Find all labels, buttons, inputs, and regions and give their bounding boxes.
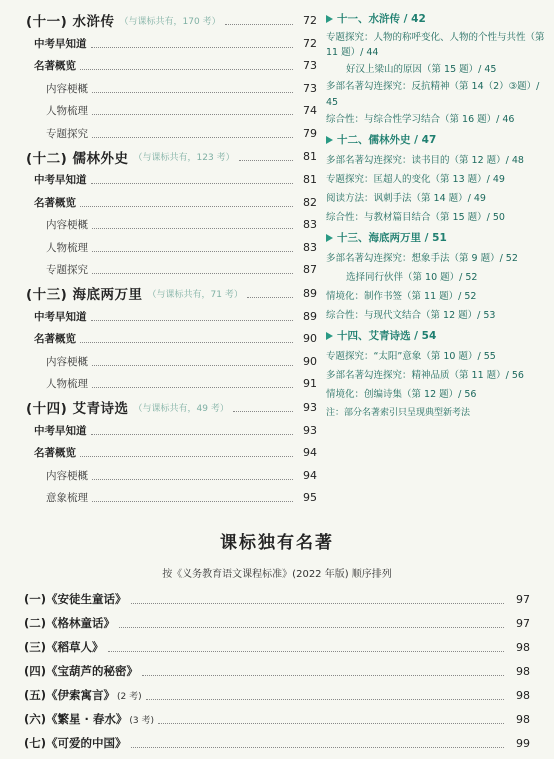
book-toc-row[interactable] bbox=[24, 683, 530, 707]
index-entry[interactable]: 阅读方法：讽刺手法（第 14 题）/ 49 bbox=[326, 192, 486, 204]
toc-entry-label: 名著概览 bbox=[34, 333, 76, 346]
toc-entry-label: (十四) 艾青诗选 bbox=[26, 401, 129, 417]
exam-count-tag: (2 考) bbox=[117, 691, 142, 702]
index-entry[interactable]: 多部名著勾连探究：精神品质（第 11 题）/ 56 bbox=[326, 369, 524, 381]
page-number: 83 bbox=[303, 240, 317, 254]
dot-leader bbox=[233, 411, 293, 412]
toc-chapter-note: （与课标共有，123 考） bbox=[133, 153, 235, 163]
toc-entry-label: (十三) 海底两万里 bbox=[26, 287, 143, 303]
toc-entry-row[interactable] bbox=[26, 464, 317, 487]
page-number: 99 bbox=[516, 736, 530, 750]
page-number: 93 bbox=[303, 400, 317, 414]
toc-entry-label: 中考早知道 bbox=[34, 424, 87, 437]
dot-leader bbox=[92, 114, 293, 115]
toc-entry-label: 内容梗概 bbox=[46, 219, 88, 232]
toc-entry-row[interactable] bbox=[26, 100, 317, 123]
page-number: 81 bbox=[303, 173, 317, 187]
toc-entry-label: 内容梗概 bbox=[46, 82, 88, 95]
toc-entry-row[interactable] bbox=[26, 487, 317, 510]
toc-entry-row[interactable] bbox=[26, 442, 317, 465]
dot-leader bbox=[146, 699, 504, 700]
index-entry[interactable]: 专题探究：“太阳”意象（第 10 题）/ 55 bbox=[326, 350, 496, 362]
index-chapter-text: 十一、水浒传 / 42 bbox=[337, 12, 426, 25]
toc-entry-label: 名著概览 bbox=[34, 447, 76, 460]
dot-leader bbox=[247, 297, 293, 298]
book-title: (四)《宝葫芦的秘密》 bbox=[24, 664, 139, 678]
exam-count-tag: (3 考) bbox=[129, 715, 155, 726]
page-number: 93 bbox=[303, 423, 317, 437]
index-entry[interactable]: 综合性：与综合性学习结合（第 16 题）/ 46 bbox=[326, 113, 515, 125]
toc-entry-row[interactable] bbox=[26, 169, 317, 192]
dot-leader bbox=[80, 342, 293, 343]
toc-chapter-note: （与课标共有，49 考） bbox=[133, 403, 229, 414]
toc-chapter-note: （与课标共有，71 考） bbox=[147, 289, 243, 300]
toc-chapter-note: （与课标共有，170 考） bbox=[119, 16, 221, 27]
toc-entry-label: 中考早知道 bbox=[34, 310, 87, 323]
dot-leader bbox=[131, 603, 504, 604]
index-entry[interactable]: 综合性：与现代文结合（第 12 题）/ 53 bbox=[326, 309, 496, 321]
dot-leader bbox=[92, 387, 293, 388]
page-number: 87 bbox=[303, 263, 317, 277]
page-number: 72 bbox=[303, 36, 317, 50]
toc-entry-label: 名著概览 bbox=[34, 60, 76, 73]
toc-entry-row[interactable] bbox=[26, 328, 317, 351]
index-chapter-text: 十三、海底两万里 / 51 bbox=[337, 231, 447, 244]
toc-chapter-row[interactable] bbox=[26, 8, 317, 32]
dot-leader bbox=[92, 501, 293, 502]
dot-leader bbox=[158, 723, 504, 724]
toc-entry-row[interactable] bbox=[26, 259, 317, 282]
index-entry[interactable]: 专题探究：人物的称呼变化、人物的个性与共性（第 11 题）/ 44 bbox=[326, 32, 545, 59]
index-footnote: 注：部分名著索引只呈现典型新考法 bbox=[326, 407, 471, 418]
index-entry[interactable]: 情境化：制作书签（第 11 题）/ 52 bbox=[326, 290, 477, 302]
page-number: 95 bbox=[303, 491, 317, 505]
page-number: 98 bbox=[516, 688, 530, 702]
book-toc-row[interactable] bbox=[24, 659, 530, 683]
page-number: 82 bbox=[303, 195, 317, 209]
book-title: (一)《安徒生童话》 bbox=[24, 592, 127, 606]
triangle-marker-icon bbox=[326, 136, 333, 144]
index-chapter-heading bbox=[326, 325, 546, 347]
toc-entry-row[interactable] bbox=[26, 373, 317, 396]
dot-leader bbox=[92, 479, 293, 480]
page-number: 83 bbox=[303, 218, 317, 232]
index-chapter-heading bbox=[326, 8, 546, 30]
page-number: 94 bbox=[303, 446, 317, 460]
page-number: 90 bbox=[303, 332, 317, 346]
toc-entry-label: 专题探究 bbox=[46, 264, 88, 277]
dot-leader bbox=[142, 675, 504, 676]
book-title: (七)《可爱的中国》 bbox=[24, 736, 127, 750]
page-number: 74 bbox=[303, 104, 317, 118]
toc-entry-row[interactable] bbox=[26, 214, 317, 237]
book-title: (六)《繁星 · 春水》 bbox=[24, 712, 128, 726]
toc-entry-row[interactable] bbox=[26, 305, 317, 328]
toc-entry-label: 人物梳理 bbox=[46, 105, 88, 118]
index-entry[interactable]: 多部名著勾连探究：读书目的（第 12 题）/ 48 bbox=[326, 154, 524, 166]
toc-entry-row[interactable] bbox=[26, 191, 317, 214]
page-number: 97 bbox=[516, 592, 530, 606]
page-number: 73 bbox=[303, 59, 317, 73]
index-chapter-heading bbox=[326, 129, 546, 151]
page-number: 98 bbox=[516, 664, 530, 678]
book-title: (二)《格林童话》 bbox=[24, 616, 116, 630]
page-number: 91 bbox=[303, 377, 317, 391]
dot-leader bbox=[225, 24, 293, 25]
dot-leader bbox=[92, 365, 293, 366]
dot-leader bbox=[80, 69, 293, 70]
toc-entry-label: 人物梳理 bbox=[46, 241, 88, 254]
page-number: 94 bbox=[303, 468, 317, 482]
dot-leader bbox=[92, 251, 293, 252]
index-entry[interactable]: 选择同行伙伴（第 10 题）/ 52 bbox=[346, 271, 478, 283]
toc-entry-label: 内容梗概 bbox=[46, 355, 88, 368]
toc-entry-label: (十一) 水浒传 bbox=[26, 14, 115, 30]
toc-left-column bbox=[26, 8, 317, 509]
page-number: 90 bbox=[303, 354, 317, 368]
book-toc-row[interactable] bbox=[24, 731, 530, 755]
toc-chapter-row[interactable] bbox=[26, 145, 317, 169]
book-toc-row[interactable] bbox=[24, 611, 530, 635]
dot-leader bbox=[108, 651, 504, 652]
index-chapter-heading bbox=[326, 227, 546, 249]
dot-leader bbox=[131, 747, 504, 748]
dot-leader bbox=[91, 320, 294, 321]
toc-entry-label: 中考早知道 bbox=[34, 174, 87, 187]
page-number: 81 bbox=[303, 150, 317, 163]
section-title: 课标独有名著 bbox=[220, 533, 334, 553]
page-number: 98 bbox=[516, 640, 530, 654]
toc-entry-label: (十二) 儒林外史 bbox=[26, 150, 129, 167]
triangle-marker-icon bbox=[326, 15, 333, 23]
section-subtitle: 按《义务教育语文课程标准》(2022 年版) 顺序排列 bbox=[162, 569, 392, 580]
page-number: 98 bbox=[516, 712, 530, 726]
triangle-marker-icon bbox=[326, 234, 333, 242]
index-entry[interactable]: 多部名著勾连探究：反抗精神（第 14（2）③题）/ 45 bbox=[326, 81, 540, 108]
toc-entry-row[interactable] bbox=[26, 32, 317, 55]
page-number: 79 bbox=[303, 126, 317, 140]
dot-leader bbox=[119, 627, 504, 628]
index-chapter-text: 十二、儒林外史 / 47 bbox=[337, 133, 437, 146]
book-toc-row[interactable] bbox=[24, 635, 530, 659]
toc-bottom-list bbox=[24, 587, 530, 755]
index-entry[interactable]: 专题探究：匡超人的变化（第 13 题）/ 49 bbox=[326, 173, 505, 185]
book-toc-row[interactable] bbox=[24, 707, 530, 731]
page-number: 89 bbox=[303, 286, 317, 300]
toc-entry-row[interactable] bbox=[26, 77, 317, 100]
book-toc-row[interactable] bbox=[24, 587, 530, 611]
toc-entry-label: 名著概览 bbox=[34, 196, 76, 209]
index-entry[interactable]: 多部名著勾连探究：想象手法（第 9 题）/ 52 bbox=[326, 252, 518, 264]
toc-entry-row[interactable] bbox=[26, 122, 317, 145]
toc-entry-label: 人物梳理 bbox=[46, 378, 88, 391]
toc-entry-row[interactable] bbox=[26, 236, 317, 259]
page-number: 72 bbox=[303, 13, 317, 27]
index-entry[interactable]: 综合性：与教材篇目结合（第 15 题）/ 50 bbox=[326, 211, 505, 223]
toc-entry-label: 意象梳理 bbox=[46, 492, 88, 505]
toc-entry-row[interactable] bbox=[26, 419, 317, 442]
toc-right-column bbox=[326, 8, 546, 423]
triangle-marker-icon bbox=[326, 332, 333, 340]
dot-leader bbox=[92, 92, 293, 93]
dot-leader bbox=[91, 183, 294, 184]
page-number: 73 bbox=[303, 81, 317, 95]
page-number: 89 bbox=[303, 309, 317, 323]
toc-chapter-row[interactable] bbox=[26, 395, 317, 419]
book-title: (五)《伊索寓言》 bbox=[24, 688, 116, 702]
index-chapter-text: 十四、艾青诗选 / 54 bbox=[337, 329, 437, 342]
dot-leader bbox=[92, 228, 293, 229]
toc-entry-label: 中考早知道 bbox=[34, 37, 87, 50]
dot-leader bbox=[91, 434, 294, 435]
dot-leader bbox=[80, 456, 293, 457]
toc-entry-label: 内容梗概 bbox=[46, 469, 88, 482]
index-entry[interactable]: 好汉上梁山的原因（第 15 题）/ 45 bbox=[346, 64, 497, 76]
dot-leader bbox=[91, 47, 294, 48]
book-title: (三)《稻草人》 bbox=[24, 640, 104, 654]
toc-chapter-row[interactable] bbox=[26, 281, 317, 305]
dot-leader bbox=[80, 206, 293, 207]
dot-leader bbox=[239, 160, 293, 161]
toc-entry-label: 专题探究 bbox=[46, 127, 88, 140]
page-number: 97 bbox=[516, 616, 530, 630]
index-entry[interactable]: 情境化：创编诗集（第 12 题）/ 56 bbox=[326, 388, 477, 400]
toc-entry-row[interactable] bbox=[26, 55, 317, 78]
toc-entry-row[interactable] bbox=[26, 350, 317, 373]
dot-leader bbox=[92, 137, 293, 138]
dot-leader bbox=[92, 273, 293, 274]
